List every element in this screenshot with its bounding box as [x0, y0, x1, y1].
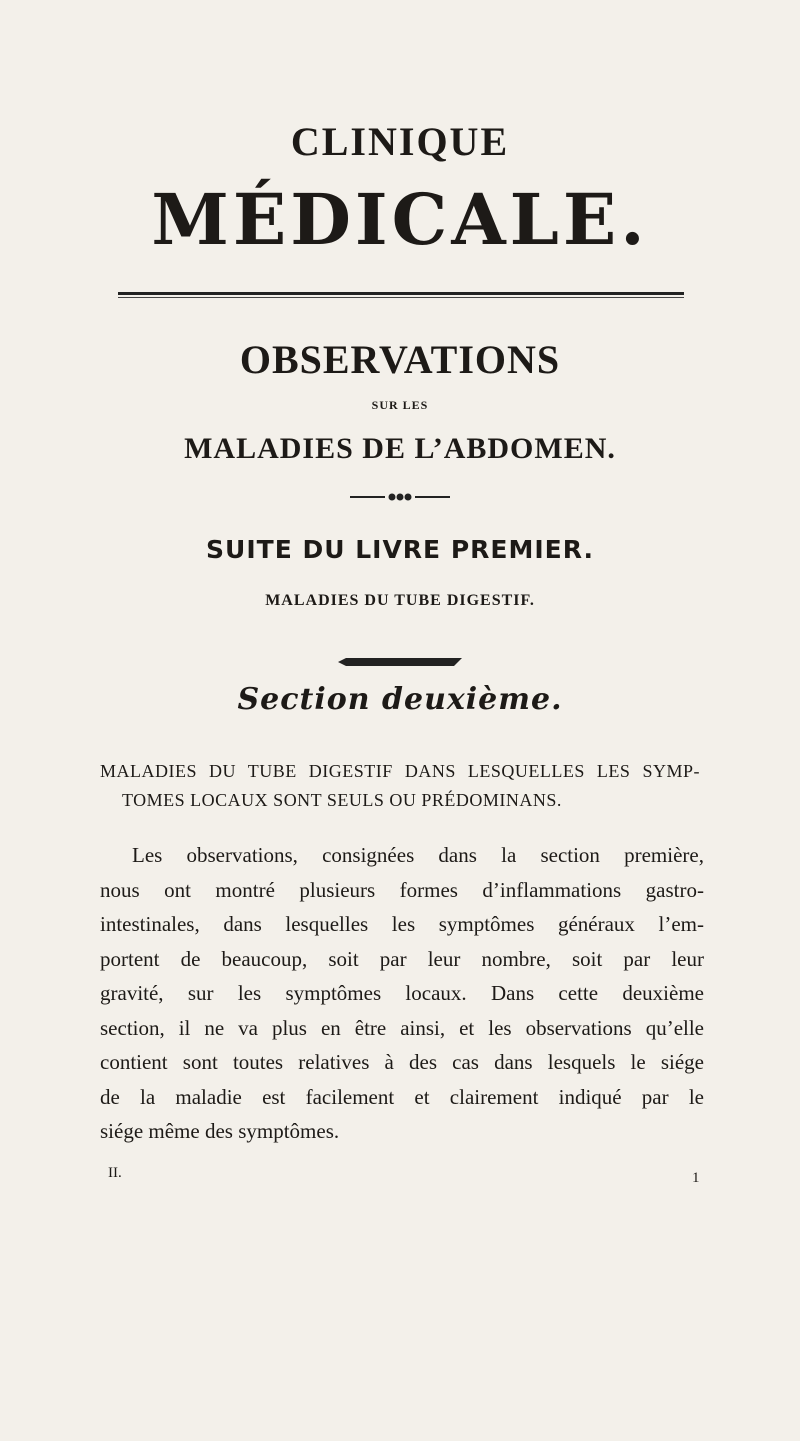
section-title: Section deuxième. [237, 682, 563, 717]
page-number: 1 [692, 1170, 700, 1186]
text-line: section, il ne va plus en être ainsi, et les observations qu’elle [100, 1015, 704, 1040]
signature-mark: II. [108, 1165, 122, 1181]
title-medicale: MÉDICALE. [151, 178, 649, 261]
heading-observations: OBSERVATIONS [239, 337, 561, 382]
text-line: Les observations, consignées dans la section première, [132, 843, 704, 867]
double-rule-divider [118, 292, 684, 298]
text-line: gravité, sur les symptômes locaux. Dans cette deuxième [100, 981, 704, 1005]
text-line: intestinales, dans lesquelles les symptômes généraux l’em- [100, 912, 704, 936]
heading-maladies-abdomen: MALADIES DE L’ABDOMEN. [184, 432, 616, 465]
text-line: contient sont toutes relatives à des cas dans lesquels le siége [100, 1050, 704, 1074]
subtitle-line: TOMES LOCAUX SONT SEULS OU PRÉDOMINANS. [122, 790, 562, 810]
subtitle-line: MALADIES DU TUBE DIGESTIF DANS LESQUELLES LES SYMP- [100, 761, 700, 781]
body-paragraph [100, 838, 704, 1149]
text-line: portent de beaucoup, soit par leur nombre, soit par leur [100, 946, 704, 971]
text-line: siége même des symptômes. [100, 1119, 340, 1143]
heading-suite-livre: SUITE DU LIVRE PREMIER. [206, 535, 594, 564]
heading-tube-digestif: MALADIES DU TUBE DIGESTIF. [265, 592, 535, 609]
heading-sur-les: SUR LES [371, 398, 429, 412]
ornament-divider-icon [340, 490, 460, 504]
text-line: nous ont montré plusieurs formes d’inflammations gastro- [100, 877, 704, 902]
text-line: de la maladie est facilement et clairement indiqué par le [100, 1084, 704, 1109]
tapered-rule-icon [338, 658, 462, 666]
section-subtitle [100, 757, 700, 815]
title-clinique: CLINIQUE [290, 119, 510, 164]
